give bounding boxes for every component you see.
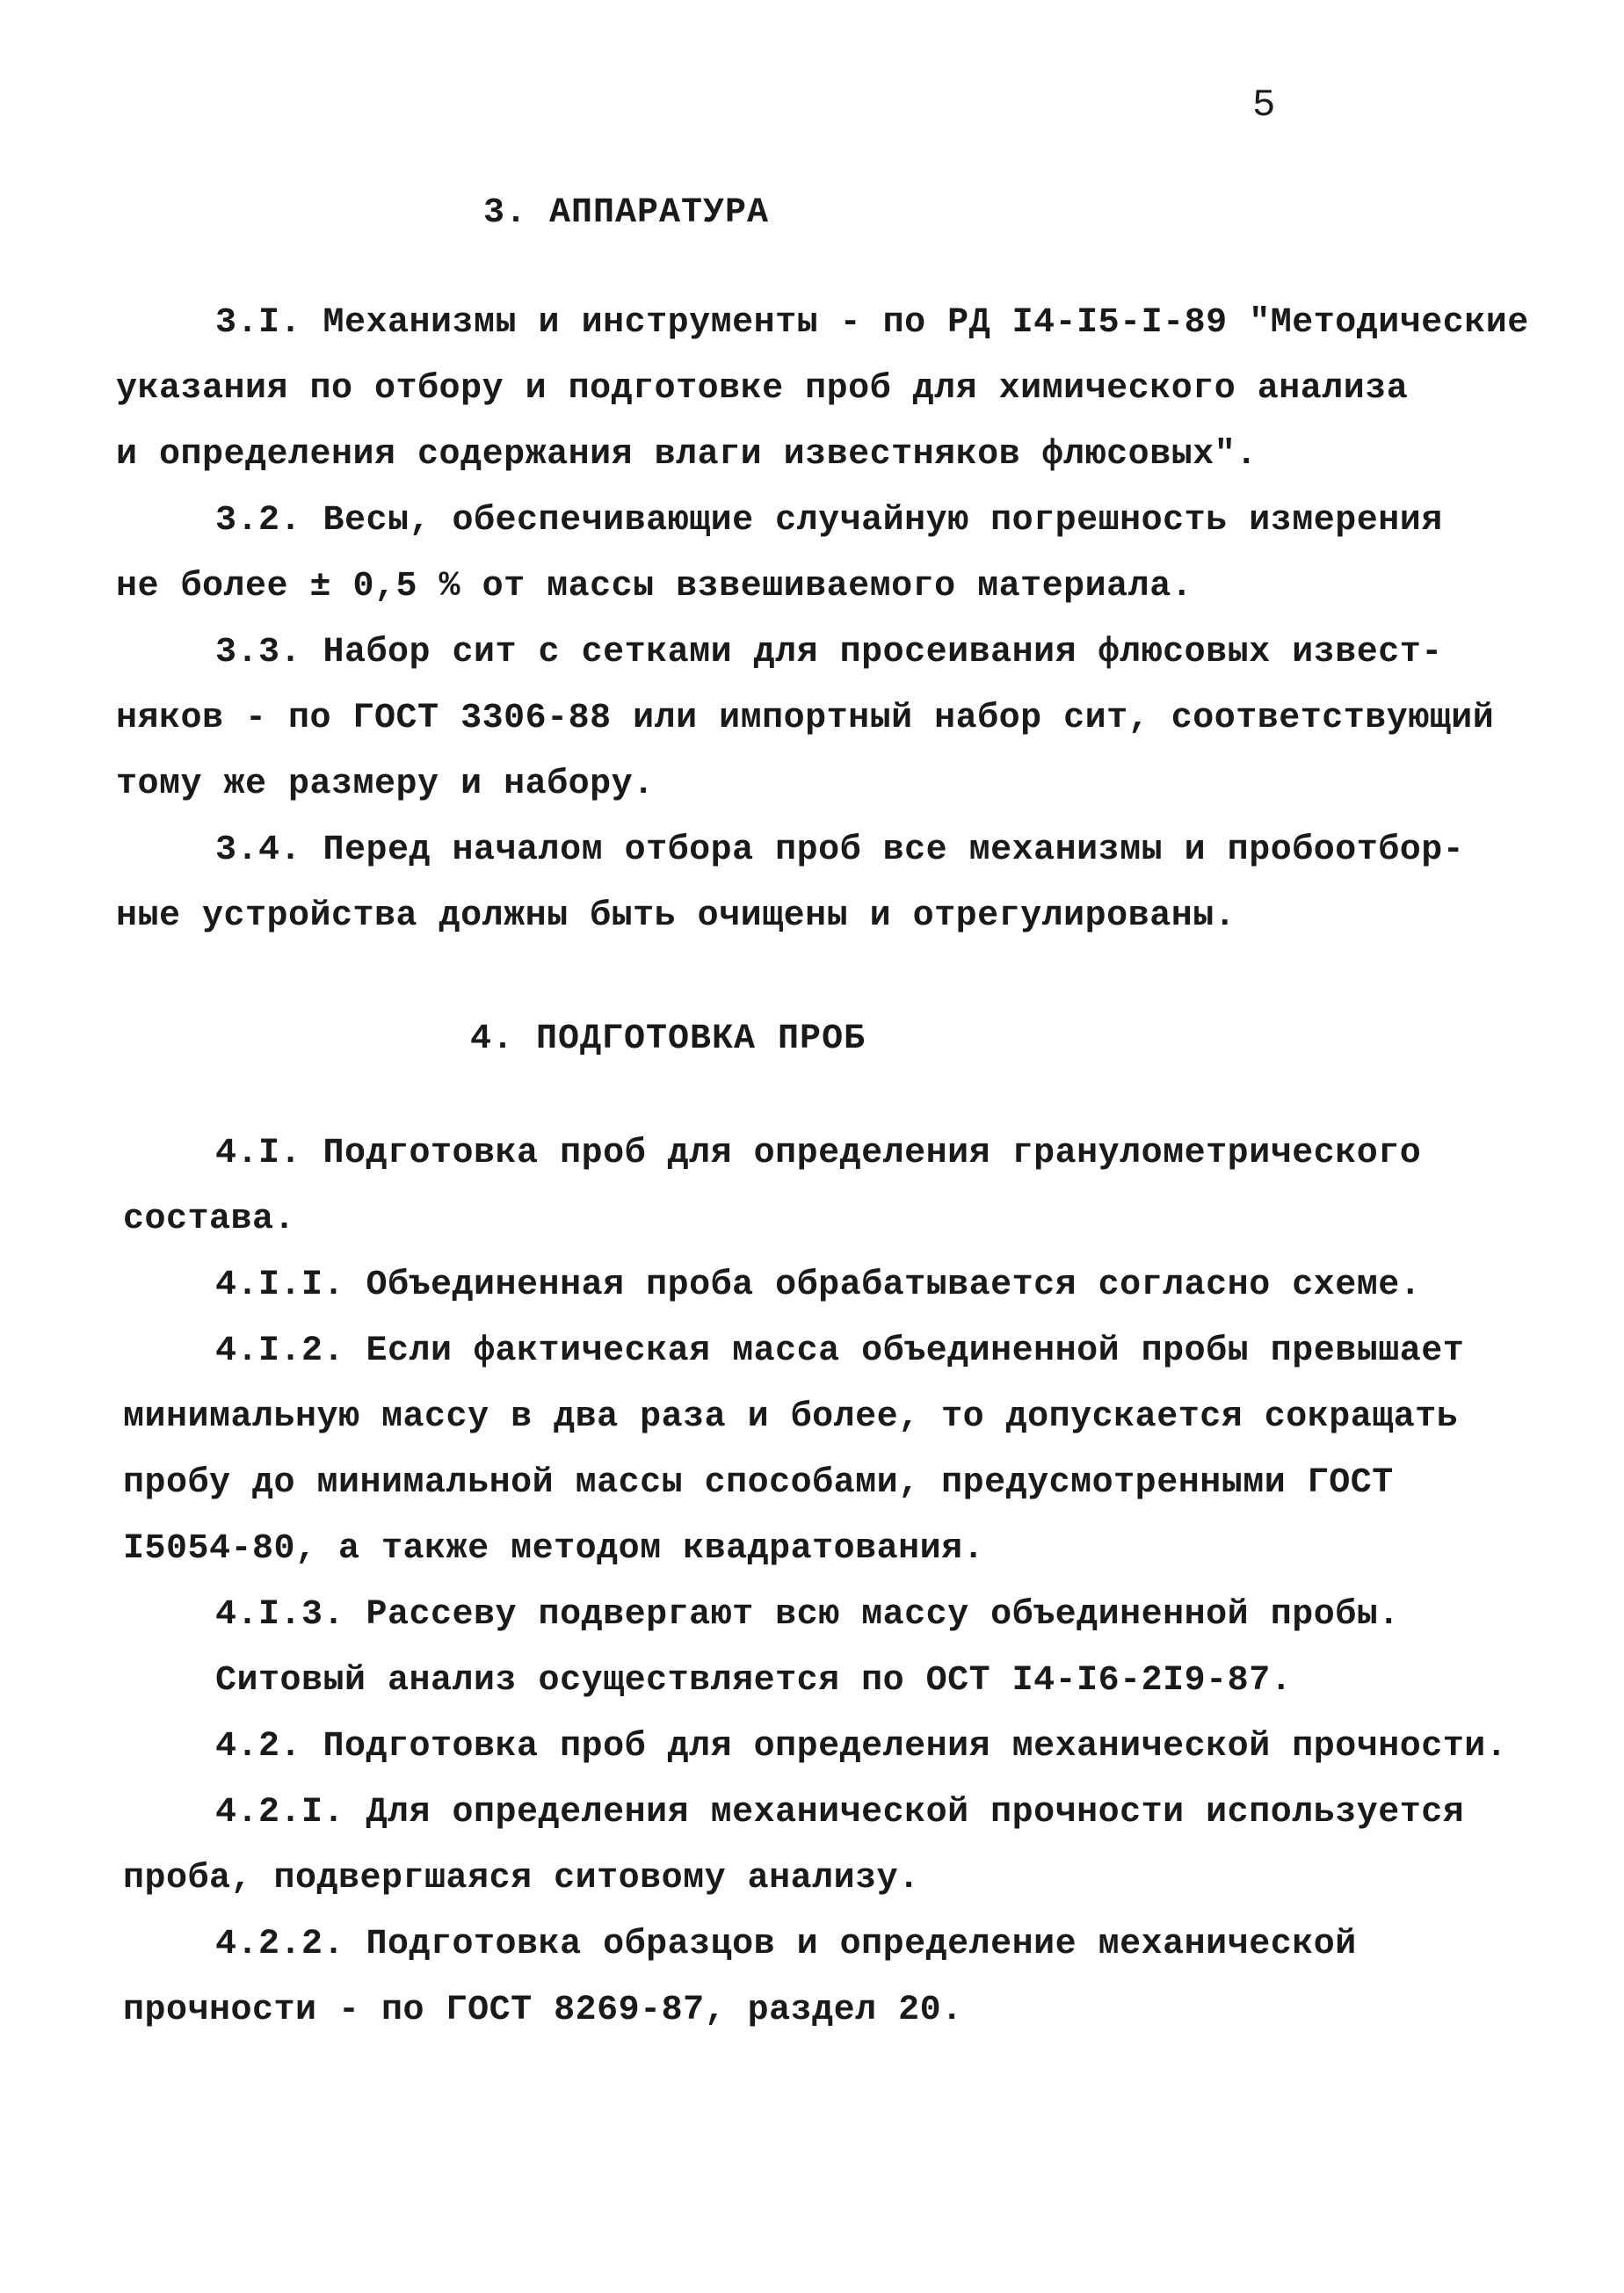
section-3-line: няков - по ГОСТ 3306-88 или импортный набор сит, соответствующий [116, 699, 1495, 738]
section-3-line: не более ± 0,5 % от массы взвешиваемого материала. [116, 567, 1193, 606]
section-3-line: ные устройства должны быть очищены и отрегулированы. [116, 896, 1236, 936]
section-3-line: указания по отбору и подготовке проб для химического анализа [116, 369, 1409, 409]
section-4-line: 4.2.2. Подготовка образцов и определение механической [215, 1925, 1357, 1964]
section-3-line: 3.3. Набор сит с сетками для просеивания флюсовых извест- [215, 633, 1443, 672]
section-3-heading: 3. АППАРАТУРА [483, 193, 770, 233]
section-3-line: и определения содержания влаги известняков флюсовых". [116, 435, 1258, 475]
section-4-line: 4.I.2. Если фактическая масса объединенной пробы превышает [215, 1332, 1465, 1371]
section-4-line: 4.2. Подготовка проб для определения механической прочности. [215, 1727, 1508, 1767]
section-4-line: Ситовый анализ осуществляется по ОСТ I4-I6-2I9-87. [215, 1661, 1293, 1701]
section-4-line: I5054-80, а также методом квадратования. [123, 1529, 985, 1569]
section-4-line: 4.I. Подготовка проб для определения гранулометрического [215, 1134, 1422, 1173]
section-4-line: минимальную массу в два раза и более, то допускается сокращать [123, 1397, 1459, 1437]
section-3-line: 3.I. Механизмы и инструменты - по РД I4-I5-I-89 "Методические [215, 303, 1529, 343]
section-4-line: 4.I.I. Объединенная проба обрабатывается согласно схеме. [215, 1266, 1422, 1305]
section-4-heading: 4. ПОДГОТОВКА ПРОБ [470, 1020, 866, 1059]
section-4-line: прочности - по ГОСТ 8269-87, раздел 20. [123, 1991, 963, 2030]
section-4-line: проба, подвергшаяся ситовому анализу. [123, 1859, 920, 1898]
section-4-line: 4.I.3. Рассеву подвергают всю массу объединенной пробы. [215, 1595, 1400, 1635]
section-4-line: 4.2.I. Для определения механической прочности используется [215, 1793, 1465, 1832]
section-3-line: 3.4. Перед началом отбора проб все механизмы и пробоотбор- [215, 831, 1465, 870]
page-number: 5 [1252, 83, 1276, 127]
section-4-line: состава. [123, 1200, 296, 1239]
section-3-line: 3.2. Весы, обеспечивающие случайную погрешность измерения [215, 501, 1443, 541]
section-4-line: пробу до минимальной массы способами, предусмотренными ГОСТ [123, 1463, 1394, 1503]
section-3-line: тому же размеру и набору. [116, 765, 655, 804]
